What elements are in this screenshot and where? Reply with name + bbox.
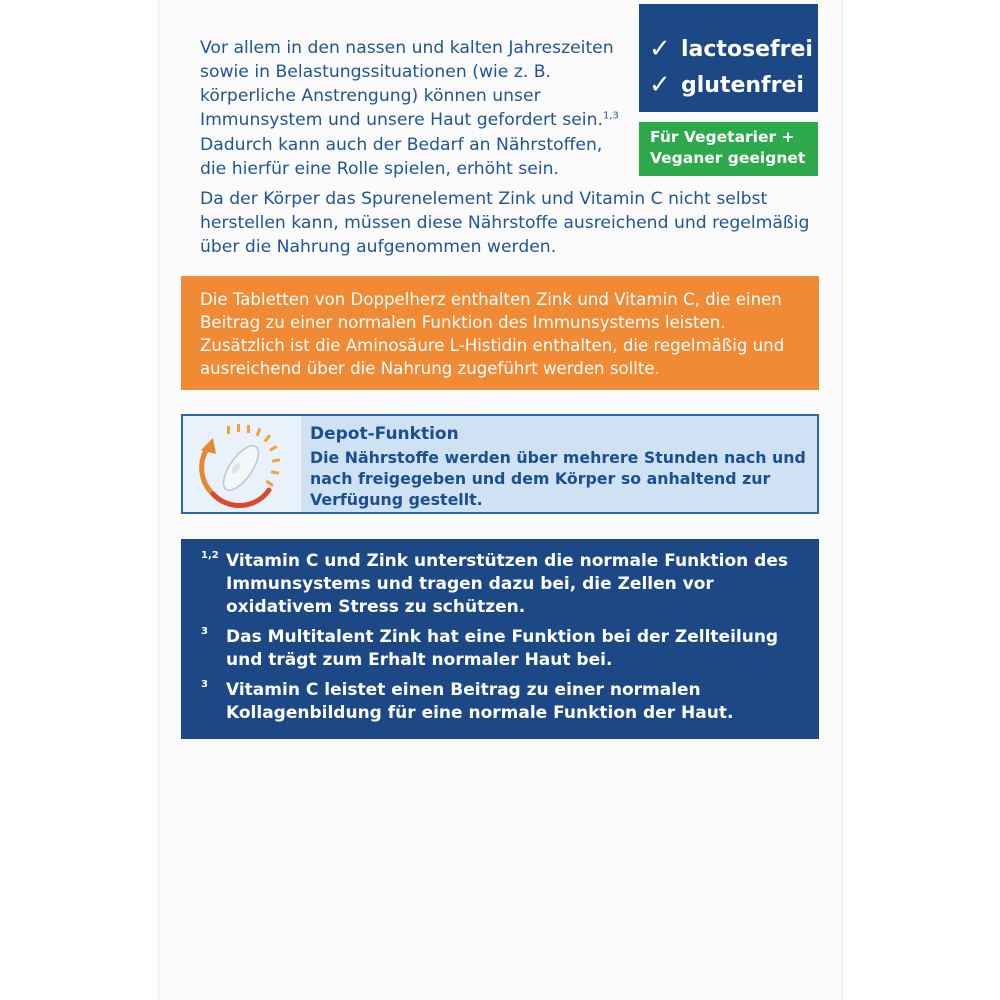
- claim-text: Vitamin C leistet einen Beitrag zu einer normalen Kollagenbildung für eine normale Funktion der Haut.: [226, 680, 734, 723]
- health-claims-box: [181, 539, 819, 739]
- depot-function-box: [181, 414, 819, 514]
- vegan-badge-line1: Für Vegetarier +: [650, 128, 795, 146]
- lactose-free-row: [649, 34, 813, 64]
- depot-icon-area: [183, 416, 301, 512]
- product-claim-text: Die Tabletten von Doppelherz enthalten Zink und Vitamin C, die einen Beitrag zu einer normalen Funktion des Immunsystems leisten. Zusätzlich ist die Aminosäure L-Histidin enthalten, die regelmäßig und ausreichend über die Nahrung zugeführt werden sollte.: [200, 290, 785, 378]
- vegan-badge: [639, 122, 818, 176]
- vegan-badge-line2: Veganer geeignet: [650, 149, 806, 167]
- product-claim-box: [181, 276, 819, 390]
- checkmark-icon: ✓: [649, 70, 671, 100]
- depot-title: Depot-Funktion: [310, 424, 459, 444]
- intro-text: Vor allem in den nassen und kalten Jahreszeiten sowie in Belastungssituationen (wie z. B. körperliche Anstrengung) können unser Immunsystem und unsere Haut gefordert sein.: [200, 38, 614, 130]
- lactose-free-label: lactosefrei: [681, 36, 813, 62]
- claim-footnote-mark: 1,2: [201, 550, 219, 561]
- gluten-free-row: [649, 70, 804, 100]
- slow-release-clock-icon: [183, 416, 301, 512]
- claim-text: Vitamin C und Zink unterstützen die normale Funktion des Immunsystems und tragen dazu bei, die Zellen vor oxidativem Stress zu schützen.: [226, 551, 788, 617]
- claim-footnote-mark: 3: [201, 626, 208, 637]
- gluten-free-label: glutenfrei: [681, 72, 804, 98]
- intro-footnote-ref: 1,3: [602, 110, 619, 122]
- need-paragraph: Dadurch kann auch der Bedarf an Nährstoffen, die hierfür eine Rolle spielen, erhöht sein.: [200, 135, 603, 179]
- claim-footnote-mark: 3: [201, 679, 208, 690]
- free-from-badge: [639, 4, 818, 112]
- checkmark-icon: ✓: [649, 34, 671, 64]
- depot-text: Die Nährstoffe werden über mehrere Stunden nach und nach freigegeben und dem Körper so anhaltend zur Verfügung gestellt.: [310, 448, 806, 509]
- intro-paragraph: [200, 36, 630, 132]
- claim-text: Das Multitalent Zink hat eine Funktion bei der Zellteilung und trägt zum Erhalt normaler Haut bei.: [226, 627, 779, 670]
- synthesis-paragraph: Da der Körper das Spurenelement Zink und Vitamin C nicht selbst herstellen kann, müssen diese Nährstoffe ausreichend und regelmäßig über die Nahrung aufgenommen werden.: [200, 189, 810, 257]
